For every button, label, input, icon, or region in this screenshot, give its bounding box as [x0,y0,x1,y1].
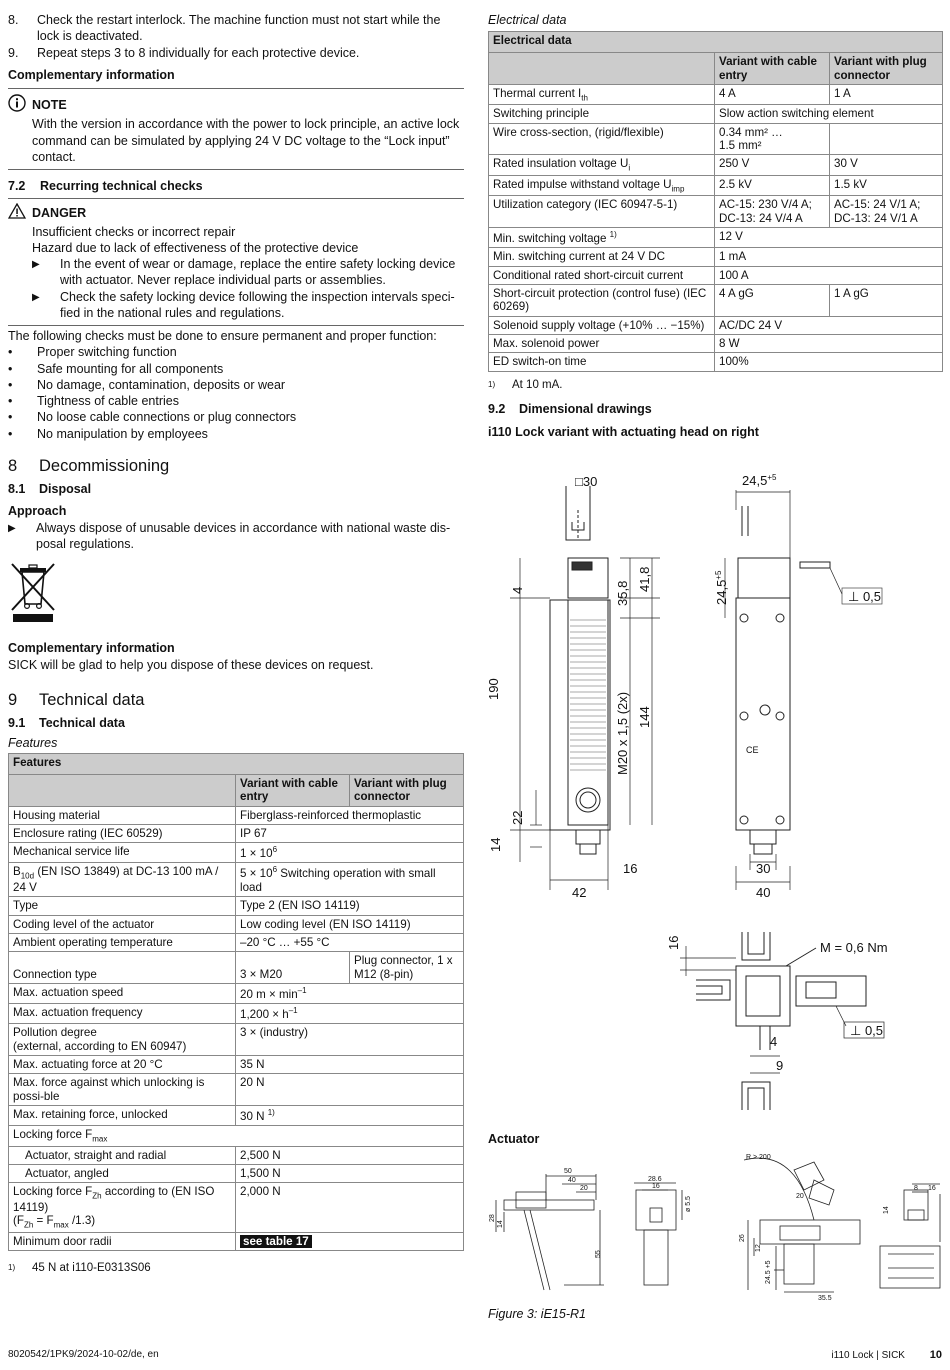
note-text: With the version in accordance with the power to lock principle, an active lock command can be simulated by applying 24 V DC voltage to the “Lock input” contact. [32,117,460,164]
act-dim-50: 50 [564,1168,572,1175]
section-8-heading: 8 Decommissioning [8,456,170,475]
table-row: Type Type 2 (EN ISO 14119) [9,897,464,915]
table-row: Wire cross-section, (rigid/flexible) 0.34 mm² … 1.5 mm² [489,123,943,155]
table-row: Solenoid supply voltage (+10% … −15%) AC/DC 24 V [489,316,943,334]
actuator-head-left [566,486,590,540]
act-dim-16: 16 [652,1183,660,1190]
approach-step: ▶ Always dispose of unusable devices in accordance with national waste dis-posal regulations. [8,520,451,551]
act-dim-28: 28 [489,1214,496,1222]
arrow-icon: ▶ [8,522,16,534]
dim-190: 190 [486,678,501,700]
dim-35-8: 35,8 [615,580,630,606]
complementary-info-text: SICK will be glad to help you dispose of these devices on request. [8,657,374,672]
table-row: Rated insulation voltage $U_i$ 250 V 30 V [489,155,943,176]
electrical-caption: Electrical data [488,13,567,27]
dim-9: 9 [776,1058,784,1073]
left-column [8,12,464,1276]
dim-144: 144 [637,706,652,728]
list-item: • No loose cable connections or plug connectors [8,410,297,425]
table-row: Housing material Fiberglass-reinforced thermoplastic [9,806,464,824]
section-7-2-heading: 7.2 Recurring technical checks [8,178,464,199]
table-row: Thermal current $I_{th}$ 4 A 1 A [489,84,943,105]
table-row: Mechanical service life $1 \times 10^6$ [9,843,464,863]
approach-heading: Approach [8,504,67,519]
section-9-1-heading: 9.1 Technical data [8,716,125,731]
table-row: ED switch-on time 100% [489,353,943,371]
table-row: Max. actuating force at 20 °C 35 N [9,1055,464,1073]
actuator-heading: Actuator [488,1132,540,1146]
note-box [8,88,464,170]
table-row: Min. switching current at 24 V DC 1 mA [489,248,943,266]
danger-line-1: Insufficient checks or incorrect repair [32,224,236,239]
checks-intro: The following checks must be done to ensure permanent and proper function: [8,329,437,343]
dim-4: 4 [510,586,525,594]
electrical-table [488,31,943,371]
step-8: 8. Check the restart interlock. The machine function must not start while the lock is deactivated. [8,13,441,44]
actuator-view-front [634,1183,682,1285]
dim-30: 30 [756,861,771,876]
table-row: Max. actuation frequency $1,200 \times h^{-1}$ [9,1004,464,1024]
column-header: Variant with cable entry [236,774,350,806]
features-footnote: 1) 45 N at i110-E0313S06 [8,1261,151,1274]
act-dim-20: 20 [580,1185,588,1192]
table-row: Locking force $F_{Zh}$ according to (EN ISO 14119) ($F_{Zh} = F_{max}$ /1.3) 2,000 N [9,1183,464,1232]
table-row: Pollution degree (external, according to EN 60947) 3 × (industry) [9,1024,464,1056]
act-dim-12: 12 [755,1244,762,1252]
dim-24-5-vertical: $24,5^{+5}$ [714,570,729,605]
act-dim-26: 26 [739,1234,746,1242]
table-row: Enclosure rating (IEC 60529) IP 67 [9,824,464,842]
danger-action: ▶ Check the safety locking device following the inspection intervals speci-fied in the national rules and regulations. [32,289,455,320]
dimensional-drawing [480,470,920,1130]
danger-label: DANGER [32,206,87,221]
dim-14: 14 [488,837,503,852]
list-item: • Safe mounting for all components [8,361,224,376]
complementary-info-heading: Complementary information [8,67,175,82]
info-icon [8,94,26,116]
dim-m20: M20 x 1,5 (2x) [615,691,630,775]
warning-triangle-icon [8,203,26,223]
table-link[interactable]: see table 17 [240,1235,312,1248]
act-dim-8: 8 [914,1185,918,1192]
table-row: Max. solenoid power 8 W [489,334,943,352]
dim-0-5: ⊥ 0,5 [848,589,882,604]
page-footer [8,1348,942,1362]
section-9-2-heading: 9.2 Dimensional drawings [488,402,652,417]
torque-label: M = 0,6 Nm [820,940,888,955]
table-row: Minimum door radii see table 17 [9,1232,464,1250]
dim-40: 40 [756,885,771,900]
drawing-title: i110 Lock variant with actuating head on right [488,424,759,439]
table-row: Locking force $F_{max}$ [9,1126,464,1147]
dim-4-bottom: 4 [770,1034,778,1049]
act-dim-40: 40 [568,1177,576,1184]
switch-body-front [550,558,610,854]
danger-box [8,199,464,326]
table-header: Features [9,753,464,774]
list-item: • Tightness of cable entries [8,394,179,408]
actuator-view-top [880,1184,940,1288]
column-header: Variant with plug connector [350,774,464,806]
table-row: Max. retaining force, unlocked 30 N $^{1)}$ [9,1105,464,1125]
act-dim-r200: R > 200 [746,1154,771,1161]
table-row: Utilization category (IEC 60947-5-1) AC-15: 230 V/4 A; DC-13: 24 V/4 A AC-15: 24 V/1 A; DC-13: 24 V/1 A [489,196,943,228]
right-column [488,12,943,440]
section-9-heading: 9 Technical data [8,690,145,709]
note-label: NOTE [32,98,67,112]
column-header: Variant with plug connector [830,53,943,85]
act-dim-d5-5: ø 5.5 [685,1196,692,1212]
dim-sq30: □30 [575,474,598,489]
act-dim-35-5: 35.5 [818,1295,832,1302]
act-dim-14b: 14 [883,1206,890,1214]
arrow-icon: ▶ [32,291,40,303]
actuator-view-side [496,1174,604,1290]
switch-head-top-view [696,932,866,1110]
act-dim-28-6: 28.6 [648,1176,662,1183]
table-row: Switching principle Slow action switching element [489,105,943,123]
table-row: Connection type 3 × M20 Plug connector, 1 x M12 (8-pin) [9,952,464,984]
list-item: • No manipulation by employees [8,426,208,441]
dim-42: 42 [572,885,587,900]
table-row: Max. actuation speed 20 $m \times \min^{-1}$ [9,983,464,1003]
table-row: Max. force against which unlocking is possi-ble 20 N [9,1074,464,1106]
arrow-icon: ▶ [32,259,40,270]
dim-16-top: 16 [666,935,681,950]
column-header: Variant with cable entry [715,53,830,85]
switch-body-side [736,506,830,854]
dim-22: 22 [510,810,525,825]
complementary-info-heading-2: Complementary information [8,641,175,656]
actuator-view-radius [744,1158,860,1292]
actuator-drawings [484,1150,944,1302]
step-9: 9. Repeat steps 3 to 8 individually for each protective device. [8,45,360,60]
dim-24-5: $24,5^{+5}$ [742,473,777,488]
checks-list [8,344,464,442]
table-row: Actuator, angled 1,500 N [9,1164,464,1182]
section-8-1-heading: 8.1 Disposal [8,482,92,497]
features-caption: Features [8,735,58,750]
footer-product: i110 Lock | SICK [831,1350,905,1361]
act-dim-14: 14 [497,1220,504,1228]
table-header: Electrical data [489,32,943,53]
weee-crossed-bin-icon [8,560,464,626]
dim-41-8: 41,8 [637,566,652,592]
list-item: • No damage, contamination, deposits or wear [8,377,286,392]
table-row: Coding level of the actuator Low coding level (EN ISO 14119) [9,915,464,933]
electrical-footnote: 1) At 10 mA. [488,378,563,391]
footer-doc-id: 8020542/1PK9/2024-10-02/de, en [8,1349,159,1360]
act-dim-20b: 20 [796,1193,804,1200]
danger-action: ▶ In the event of wear or damage, replace the entire safety locking device with actuator. Never replace individual parts or assemblies. [32,257,456,288]
table-row: Min. switching voltage $^{1)}$ 12 V [489,228,943,248]
act-dim-55: 55 [595,1250,602,1258]
ce-mark: CE [746,745,759,755]
table-row: $B_{10d}$ (EN ISO 13849) at DC-13 100 mA / 24 V $5 \times 10^6$ Switching operation with small load [9,863,464,897]
list-item: • Proper switching function [8,345,177,360]
features-table [8,753,464,1251]
table-row: Ambient operating temperature –20 °C … +55 °C [9,933,464,951]
act-dim-16b: 16 [928,1185,936,1192]
figure-caption: Figure 3: iE15-R1 [488,1307,586,1321]
act-dim-24-5: 24.5 +5 [765,1260,772,1284]
table-row: Short-circuit protection (control fuse) (IEC 60269) 4 A gG 1 A gG [489,284,943,316]
table-row: Actuator, straight and radial 2,500 N [9,1146,464,1164]
page-number: 10 [929,1349,942,1361]
dim-16: 16 [623,861,638,876]
table-row: Conditional rated short-circuit current 100 A [489,266,943,284]
danger-line-2: Hazard due to lack of effectiveness of the protective device [32,240,359,255]
table-row: Rated impulse withstand voltage $U_{imp}$ 2.5 kV 1.5 kV [489,175,943,196]
dim-0-5-bottom: ⊥ 0,5 [850,1023,884,1038]
